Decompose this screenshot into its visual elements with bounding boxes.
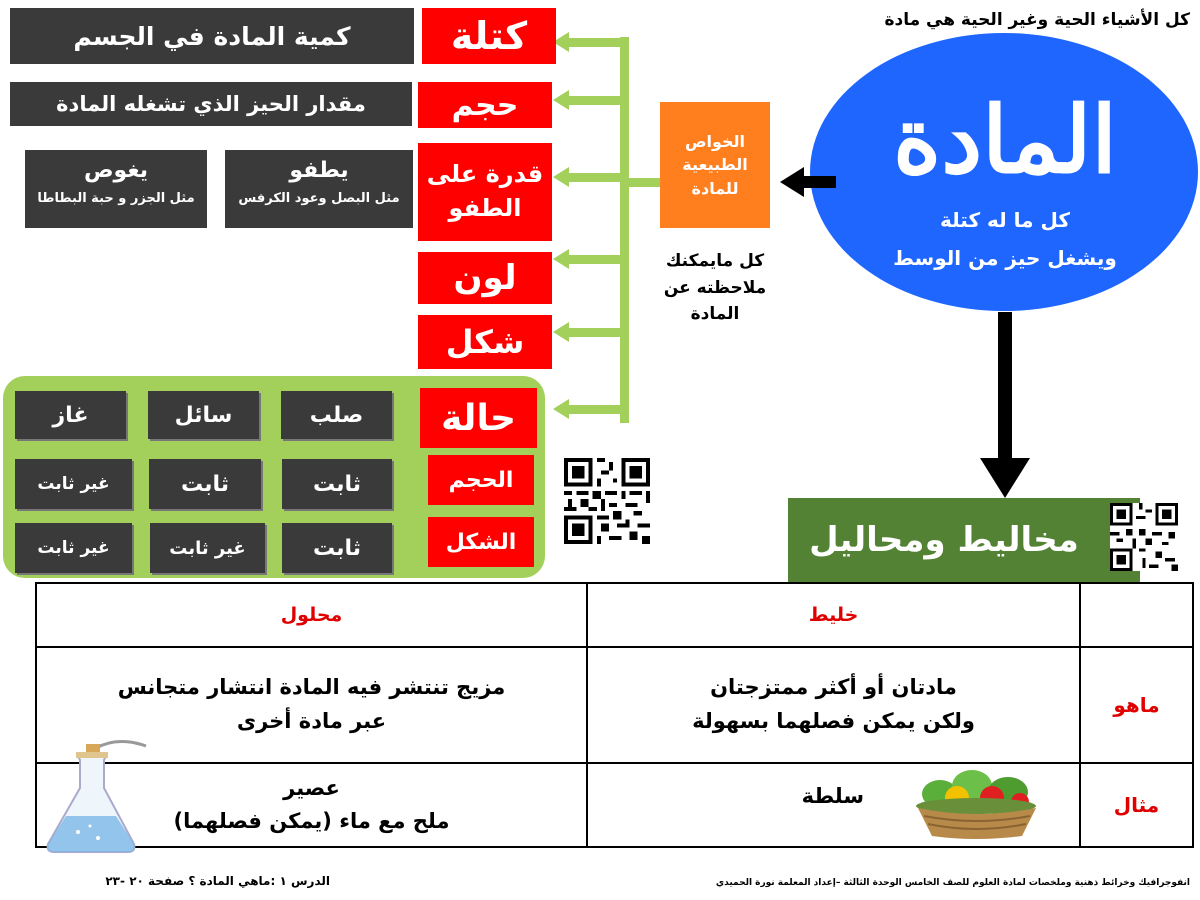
mixture-example: سلطة — [801, 784, 864, 808]
property-volume: حجم — [418, 82, 552, 128]
property-buoyancy-label: قدرة على الطفو — [426, 160, 544, 222]
qr-code-icon — [564, 458, 650, 544]
solution-example-line2: ملح مع ماء (يمكن فصلهما) — [173, 809, 450, 833]
flask-icon — [38, 726, 150, 858]
matter-title: المادة — [893, 86, 1117, 194]
volume-definition: مقدار الحيز الذي تشغله المادة — [10, 82, 412, 126]
connector-branches — [553, 30, 629, 430]
state-liquid: سائل — [148, 391, 259, 439]
physical-properties-box — [660, 102, 770, 228]
header-solution: محلول — [36, 583, 587, 647]
footer-lesson: الدرس ١ :ماهي المادة ؟ صفحة ٢٠ -٢٣ — [105, 874, 330, 888]
properties-note — [650, 238, 780, 338]
solution-example-line1: عصير — [283, 776, 340, 801]
shape-solid: ثابت — [282, 523, 392, 573]
sinks-title: يغوص — [83, 158, 149, 183]
mixture-definition-line1: مادتان أو أكثر ممتزجتان — [710, 675, 957, 700]
arrow-left-icon — [780, 167, 836, 197]
shape-gas: غير ثابت — [15, 523, 132, 573]
volume-liquid: ثابت — [149, 459, 261, 509]
physical-properties-label: الخواص الطبيعية للمادة — [682, 132, 748, 198]
solution-definition-line1: مزيج تنتشر فيه المادة انتشار متجانس — [117, 675, 506, 700]
footer-credits: انفوجرافيك وخرائط ذهنية وملخصات لمادة العلوم للصف الخامس الوحدة الثالثة –إعداد المعلمة نورة الحميدي — [715, 878, 1190, 888]
header-mixture: خليط — [587, 583, 1080, 647]
floats-box — [225, 150, 413, 228]
sinks-box — [25, 150, 207, 228]
property-state: حالة — [420, 388, 537, 448]
salad-bowl-icon — [910, 768, 1045, 840]
table-row-what — [36, 647, 1193, 763]
table-corner-cell — [1080, 583, 1193, 647]
qr-code-icon — [1110, 503, 1178, 571]
properties-note-text: كل مايمكنك ملاحظته عن المادة — [663, 251, 767, 325]
floats-example: مثل البصل وعود الكرفس — [238, 191, 400, 206]
row-label-example: مثال — [1080, 763, 1193, 847]
state-gas: غاز — [15, 391, 126, 439]
property-buoyancy — [418, 143, 552, 241]
property-mass: كتلة — [422, 8, 556, 64]
volume-solid: ثابت — [282, 459, 392, 509]
shape-liquid: غير ثابت — [150, 523, 265, 573]
property-shape: شكل — [418, 315, 552, 369]
floats-title: يطفو — [289, 158, 349, 183]
volume-gas: غير ثابت — [15, 459, 132, 509]
mass-definition: كمية المادة في الجسم — [10, 8, 414, 64]
matter-definition-line2: ويشغل حيز من الوسط — [893, 246, 1117, 270]
mixtures-title — [788, 498, 1140, 582]
matter-definition-line1: كل ما له كتلة — [940, 208, 1070, 232]
header-note: كل الأشياء الحية وغير الحية هي مادة — [884, 10, 1190, 30]
mixture-definition — [587, 647, 1080, 763]
state-shape-label: الشكل — [428, 517, 534, 567]
table-header-row — [36, 583, 1193, 647]
state-volume-label: الحجم — [428, 455, 534, 505]
solution-definition-line2: عبر مادة أخرى — [236, 709, 387, 733]
mixture-definition-line2: ولكن يمكن فصلهما بسهولة — [692, 709, 975, 733]
property-color: لون — [418, 252, 552, 304]
sinks-example: مثل الجزر و حبة البطاطا — [37, 191, 195, 206]
arrow-down-icon — [980, 312, 1030, 498]
mixtures-title-text: مخاليط ومحاليل — [809, 520, 1079, 560]
row-label-what: ماهو — [1080, 647, 1193, 763]
state-solid: صلب — [281, 391, 392, 439]
